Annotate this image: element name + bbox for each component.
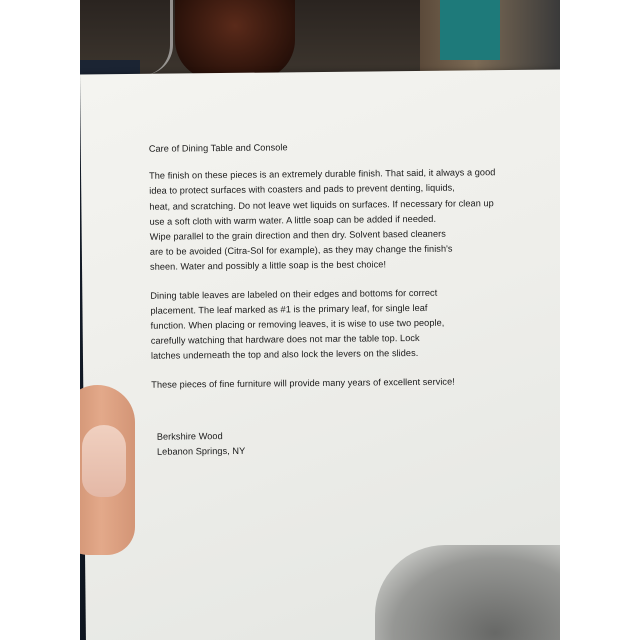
paragraph-line: heat, and scratching. Do not leave wet liquids on surfaces. If necessary for clean up [149,197,494,212]
signature-name: Berkshire Wood [156,430,223,442]
paragraph-line: are to be avoided (Citra-Sol for example), as they may change the finish's [149,243,453,258]
letter-text [149,138,532,460]
paragraph-line: Dining table leaves are labeled on their edges and bottoms for correct [150,287,438,301]
paragraph-line: function. When placing or removing leaves, it is wise to use two people, [150,317,445,331]
paragraph-care-instructions [149,165,530,275]
paragraph-line: The finish on these pieces is an extremely durable finish. That said, it always a good [149,167,496,181]
paragraph-line: use a soft cloth with warm water. A little soap can be added if needed. [149,213,437,227]
signature-block [152,426,532,460]
bottle [175,0,295,80]
paragraph-closing [151,373,531,392]
photo [80,0,560,640]
signature-location: Lebanon Springs, NY [156,445,246,457]
paragraph-line: carefully watching that hardware does not mar the table top. Lock [150,333,420,347]
paragraph-table-leaves [150,284,531,364]
paragraph-line: sheen. Water and possibly a little soap is the best choice! [149,259,387,273]
paragraph-line: These pieces of fine furniture will provide many years of excellent service! [151,376,455,390]
background-object [440,0,500,60]
thumbnail [82,425,126,497]
paragraph-line: latches underneath the top and also lock the levers on the slides. [150,348,419,362]
letter-title: Care of Dining Table and Console [148,142,288,154]
paragraph-line: Wipe parallel to the grain direction and then dry. Solvent based cleaners [149,228,446,242]
hand-shadow [375,545,560,640]
paragraph-line: placement. The leaf marked as #1 is the primary leaf, for single leaf [150,302,428,316]
paragraph-line: idea to protect surfaces with coasters and pads to prevent denting, liquids, [149,183,455,197]
